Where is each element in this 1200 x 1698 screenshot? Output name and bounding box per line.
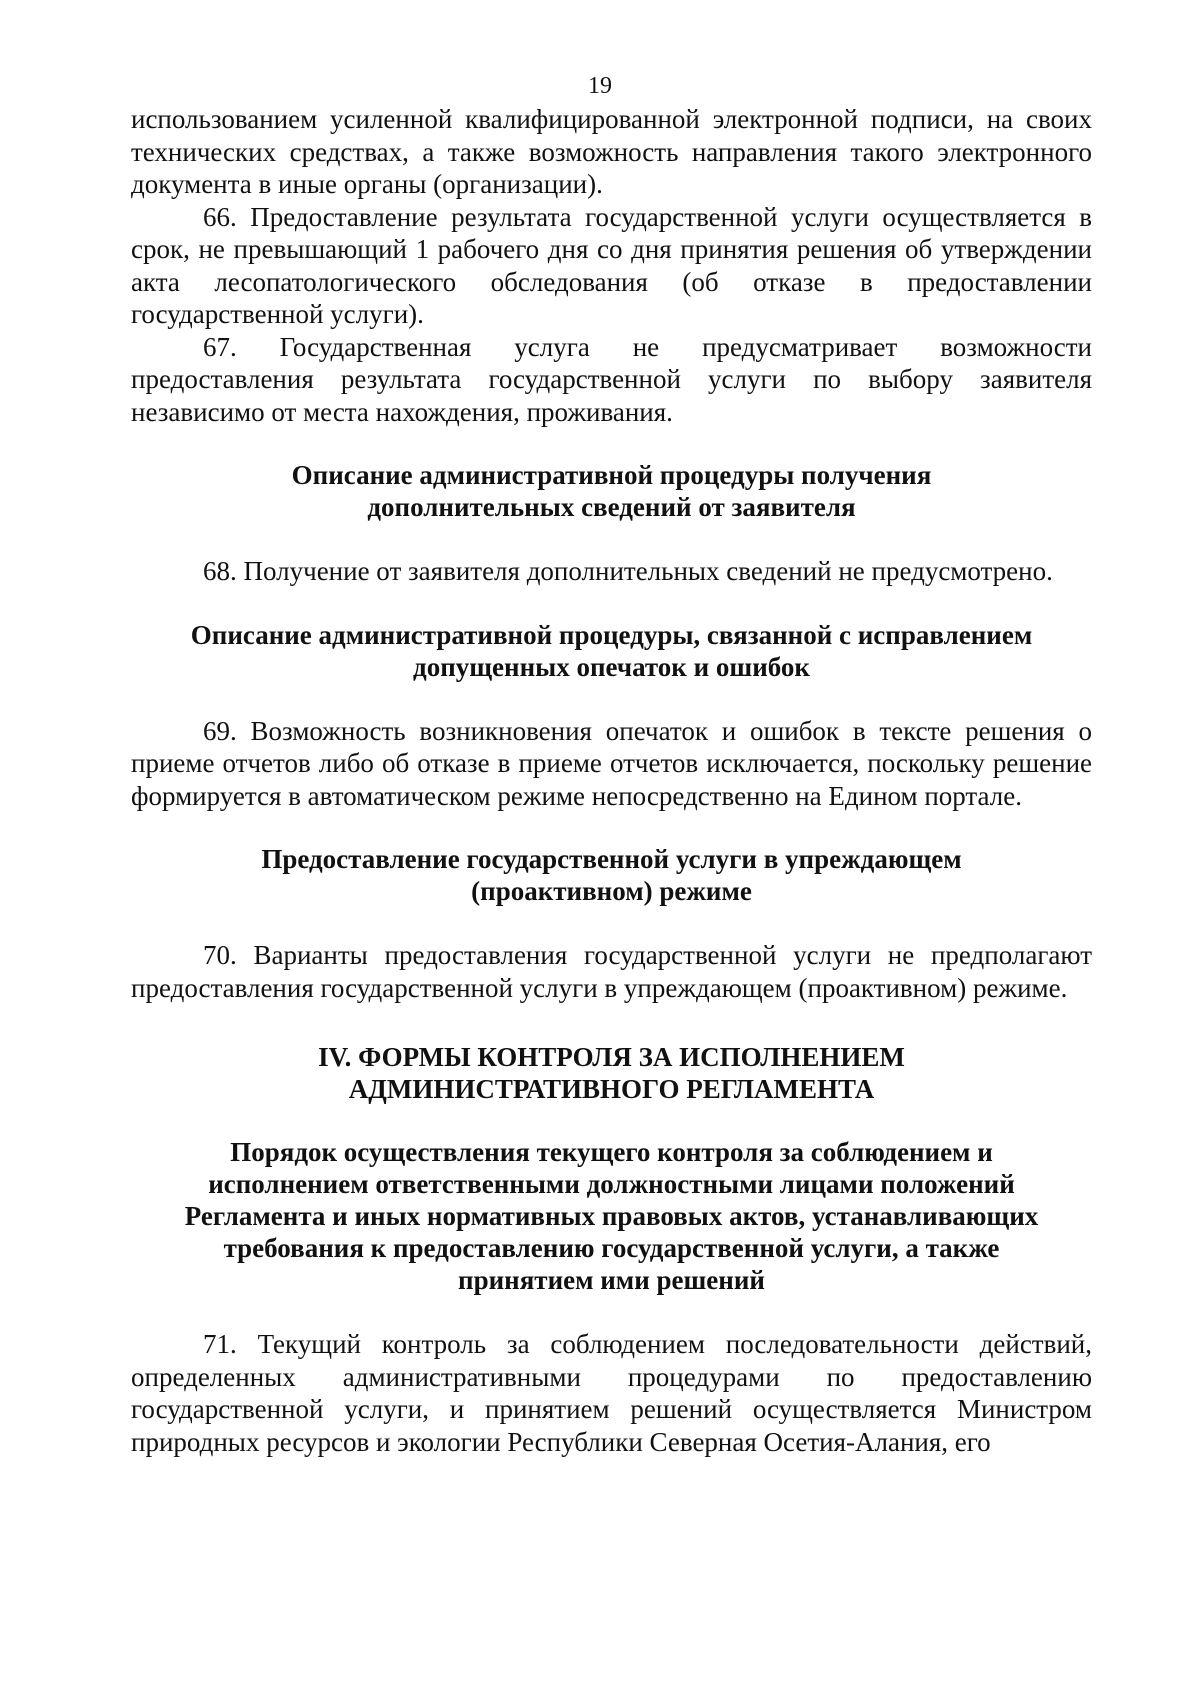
heading-current-control bbox=[131, 1136, 1092, 1296]
heading-line: исполнением ответственными должностными лицами положений bbox=[208, 1169, 1015, 1199]
paragraph-68: 68. Получение от заявителя дополнительных сведений не предусмотрено. bbox=[203, 556, 1053, 586]
heading-line: принятием ими решений bbox=[458, 1265, 765, 1295]
heading-line: Регламента и иных нормативных правовых актов, устанавливающих bbox=[184, 1201, 1039, 1231]
heading-line: требования к предоставлению государственной услуги, а также bbox=[223, 1233, 1000, 1263]
heading-line: (проактивном) режиме bbox=[471, 876, 752, 906]
heading-corrections bbox=[131, 619, 1092, 683]
paragraph-69: 69. Возможность возникновения опечаток и ошибок в тексте решения о приеме отчетов либо об отказе в приеме отчетов исключается, поскольку решение формируется в автоматическом режиме непосредственно на Едином портале. bbox=[131, 715, 1092, 811]
section-heading-line: АДМИНИСТРАТИВНОГО РЕГЛАМЕНТА bbox=[348, 1074, 875, 1104]
section-heading-iv bbox=[131, 1041, 1092, 1105]
heading-line: Предоставление государственной услуги в упреждающем bbox=[261, 844, 962, 874]
document-body bbox=[131, 103, 1092, 1458]
heading-line: Порядок осуществления текущего контроля за соблюдением и bbox=[230, 1137, 993, 1167]
heading-proactive-mode bbox=[131, 843, 1092, 907]
paragraph-67: 67. Государственная услуга не предусматривает возможности предоставления результата государственной услуги по выбору заявителя независимо от места нахождения, проживания. bbox=[131, 331, 1092, 427]
section-heading-line: IV. ФОРМЫ КОНТРОЛЯ ЗА ИСПОЛНЕНИЕМ bbox=[318, 1042, 905, 1072]
paragraph-66: 66. Предоставление результата государственной услуги осуществляется в срок, не превышающий 1 рабочего дня со дня принятия решения об утверждении акта лесопатологического обследования (об отказе в предоставлении государственной услуги). bbox=[131, 201, 1092, 329]
heading-line: дополнительных сведений от заявителя bbox=[367, 492, 856, 522]
paragraph-71: 71. Текущий контроль за соблюдением последовательности действий, определенных административными процедурами по предоставлению государственной услуги, и принятием решений осуществляется Министром природных ресурсов и экологии Республики Северная Осетия-Алания, его bbox=[131, 1329, 1092, 1457]
heading-line: Описание административной процедуры, связанной с исправлением bbox=[190, 619, 1033, 650]
heading-line: Описание административной процедуры получения bbox=[291, 460, 932, 490]
page-number: 19 bbox=[588, 73, 612, 99]
heading-line: допущенных опечаток и ошибок bbox=[413, 651, 810, 682]
paragraph-70: 70. Варианты предоставления государственной услуги не предполагают предоставления государственной услуги в упреждающем (проактивном) режиме. bbox=[131, 940, 1092, 1003]
heading-additional-info bbox=[131, 459, 1092, 523]
paragraph-intro: использованием усиленной квалифицированной электронной подписи, на своих технических средствах, а также возможность направления такого электронного документа в иные органы (организации). bbox=[131, 104, 1092, 199]
